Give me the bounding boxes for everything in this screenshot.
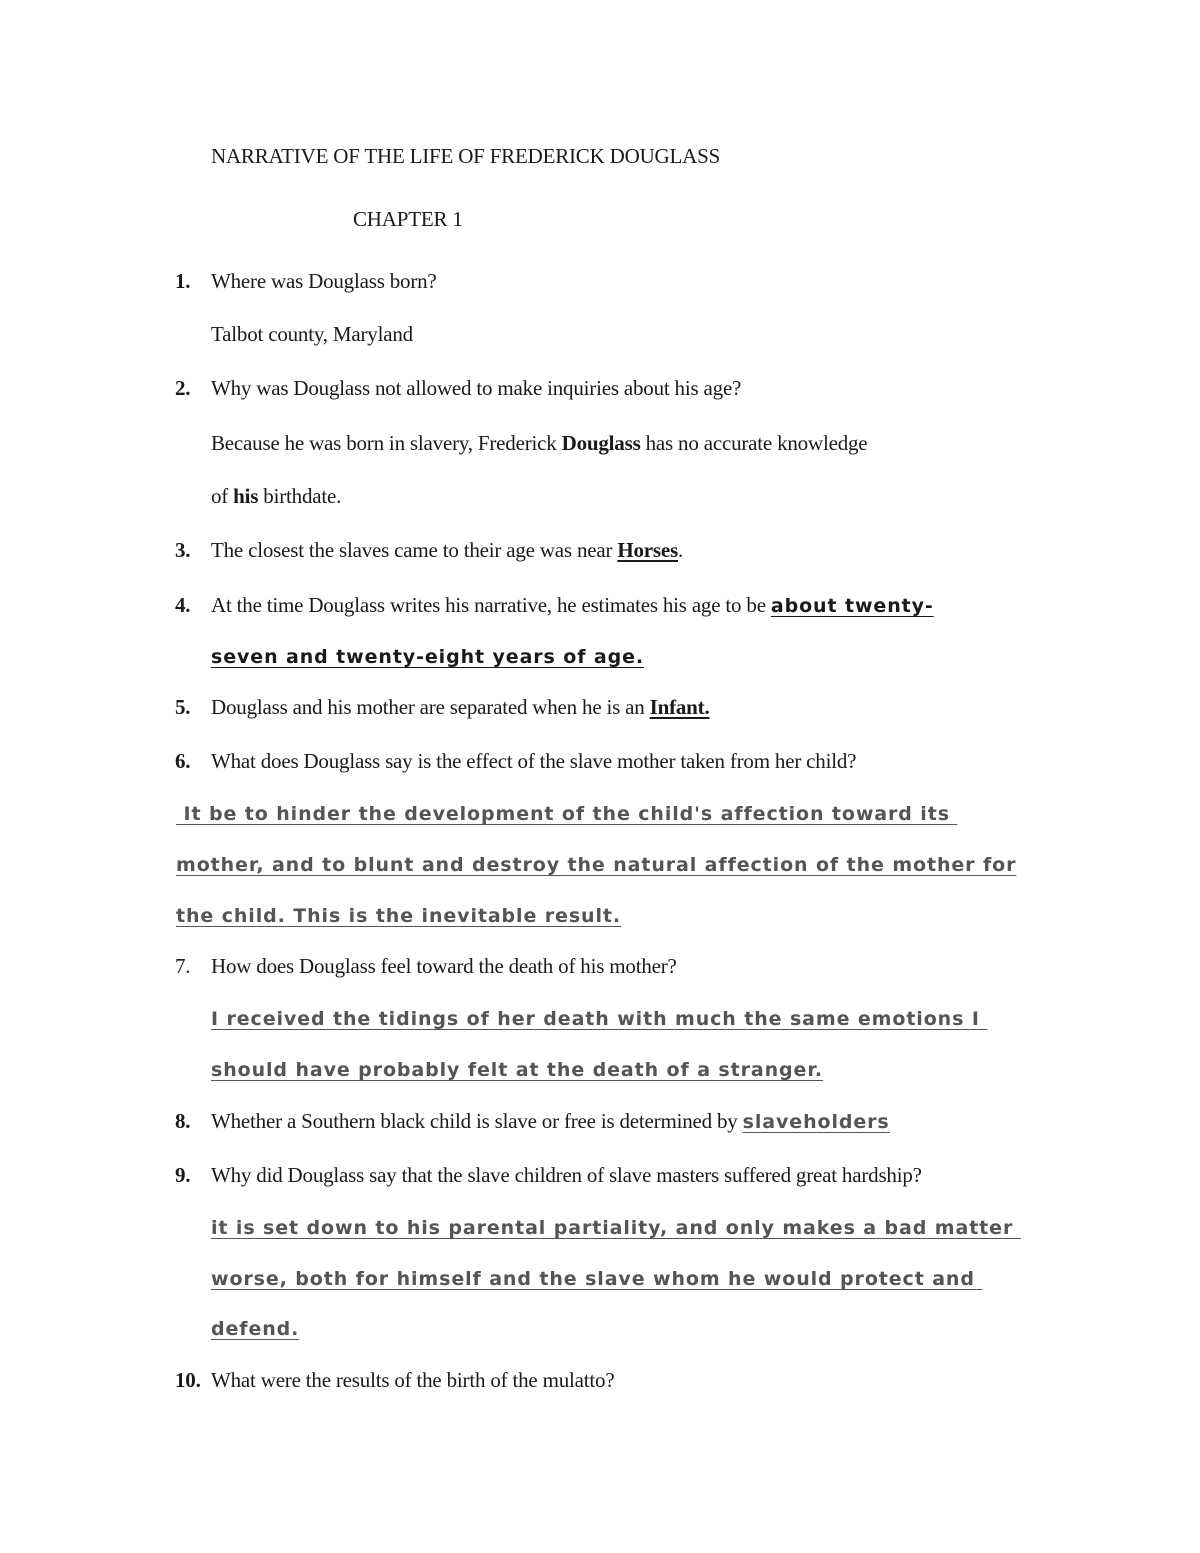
question-text: Why did Douglass say that the slave children of slave masters suffered great hardship?: [211, 1163, 922, 1187]
answer-bold-text: Douglass: [561, 431, 641, 455]
question-number: 6.: [175, 749, 191, 773]
fill-in-answer: about twenty-: [770, 595, 934, 617]
question-text: How does Douglass feel toward the death of his mother?: [211, 954, 677, 978]
answer-text: Because he was born in slavery, Frederick: [211, 431, 562, 455]
answer-7-line-2: should have probably felt at the death of a stranger.: [211, 1059, 824, 1081]
answer-7-line-1: I received the tidings of her death with much the same emotions I: [211, 1008, 988, 1030]
answer-2-line-2: [211, 482, 341, 510]
answer-2-line-1: [211, 429, 867, 457]
answer-9-line-1: it is set down to his parental partiality, and only makes a bad matter: [211, 1217, 1021, 1239]
question-text: What were the results of the birth of the mulatto?: [211, 1368, 615, 1392]
question-text: Douglass and his mother are separated when he is an Infant.: [211, 695, 710, 719]
document-title: NARRATIVE OF THE LIFE OF FREDERICK DOUGLASS: [211, 144, 721, 168]
question-number: 5.: [175, 695, 191, 719]
question-number: 10.: [175, 1368, 201, 1392]
answer-text: birthdate.: [258, 484, 342, 508]
fill-in-answer: Horses: [617, 538, 678, 562]
question-number: 2.: [175, 376, 191, 400]
answer-text: of: [211, 484, 234, 508]
question-number: 3.: [175, 538, 191, 562]
answer-6-line-2: mother, and to blunt and destroy the natural affection of the mother for: [176, 854, 1017, 876]
chapter-heading: CHAPTER 1: [353, 207, 463, 231]
question-number: 1.: [175, 269, 191, 293]
question-text: Whether a Southern black child is slave or free is determined by slaveholders: [211, 1109, 890, 1133]
question-text: At the time Douglass writes his narrative, he estimates his age to be about twenty-: [211, 593, 934, 617]
question-number: 9.: [175, 1163, 191, 1187]
question-text: What does Douglass say is the effect of the slave mother taken from her child?: [211, 749, 857, 773]
answer-1: Talbot county, Maryland: [211, 322, 413, 346]
answer-6-line-3: the child. This is the inevitable result.: [176, 905, 621, 927]
answer-9-line-2: worse, both for himself and the slave whom he would protect and: [211, 1268, 983, 1290]
question-text: The closest the slaves came to their age was near Horses.: [211, 538, 684, 562]
question-text: Where was Douglass born?: [211, 269, 437, 293]
answer-text: has no accurate knowledge: [640, 431, 868, 455]
question-number: 7.: [175, 954, 191, 978]
fill-in-answer: Infant.: [649, 695, 710, 719]
fill-in-answer: seven and twenty-eight years of age.: [211, 646, 645, 668]
answer-6-line-1: It be to hinder the development of the child's affection toward its: [176, 803, 958, 825]
question-text: Why was Douglass not allowed to make inquiries about his age?: [211, 376, 742, 400]
question-number: 8.: [175, 1109, 191, 1133]
fill-in-answer: slaveholders: [742, 1111, 890, 1133]
question-number: 4.: [175, 593, 191, 617]
answer-bold-text: his: [233, 484, 259, 508]
answer-4-line-2: [211, 642, 644, 671]
answer-9-line-3: defend.: [211, 1318, 300, 1340]
